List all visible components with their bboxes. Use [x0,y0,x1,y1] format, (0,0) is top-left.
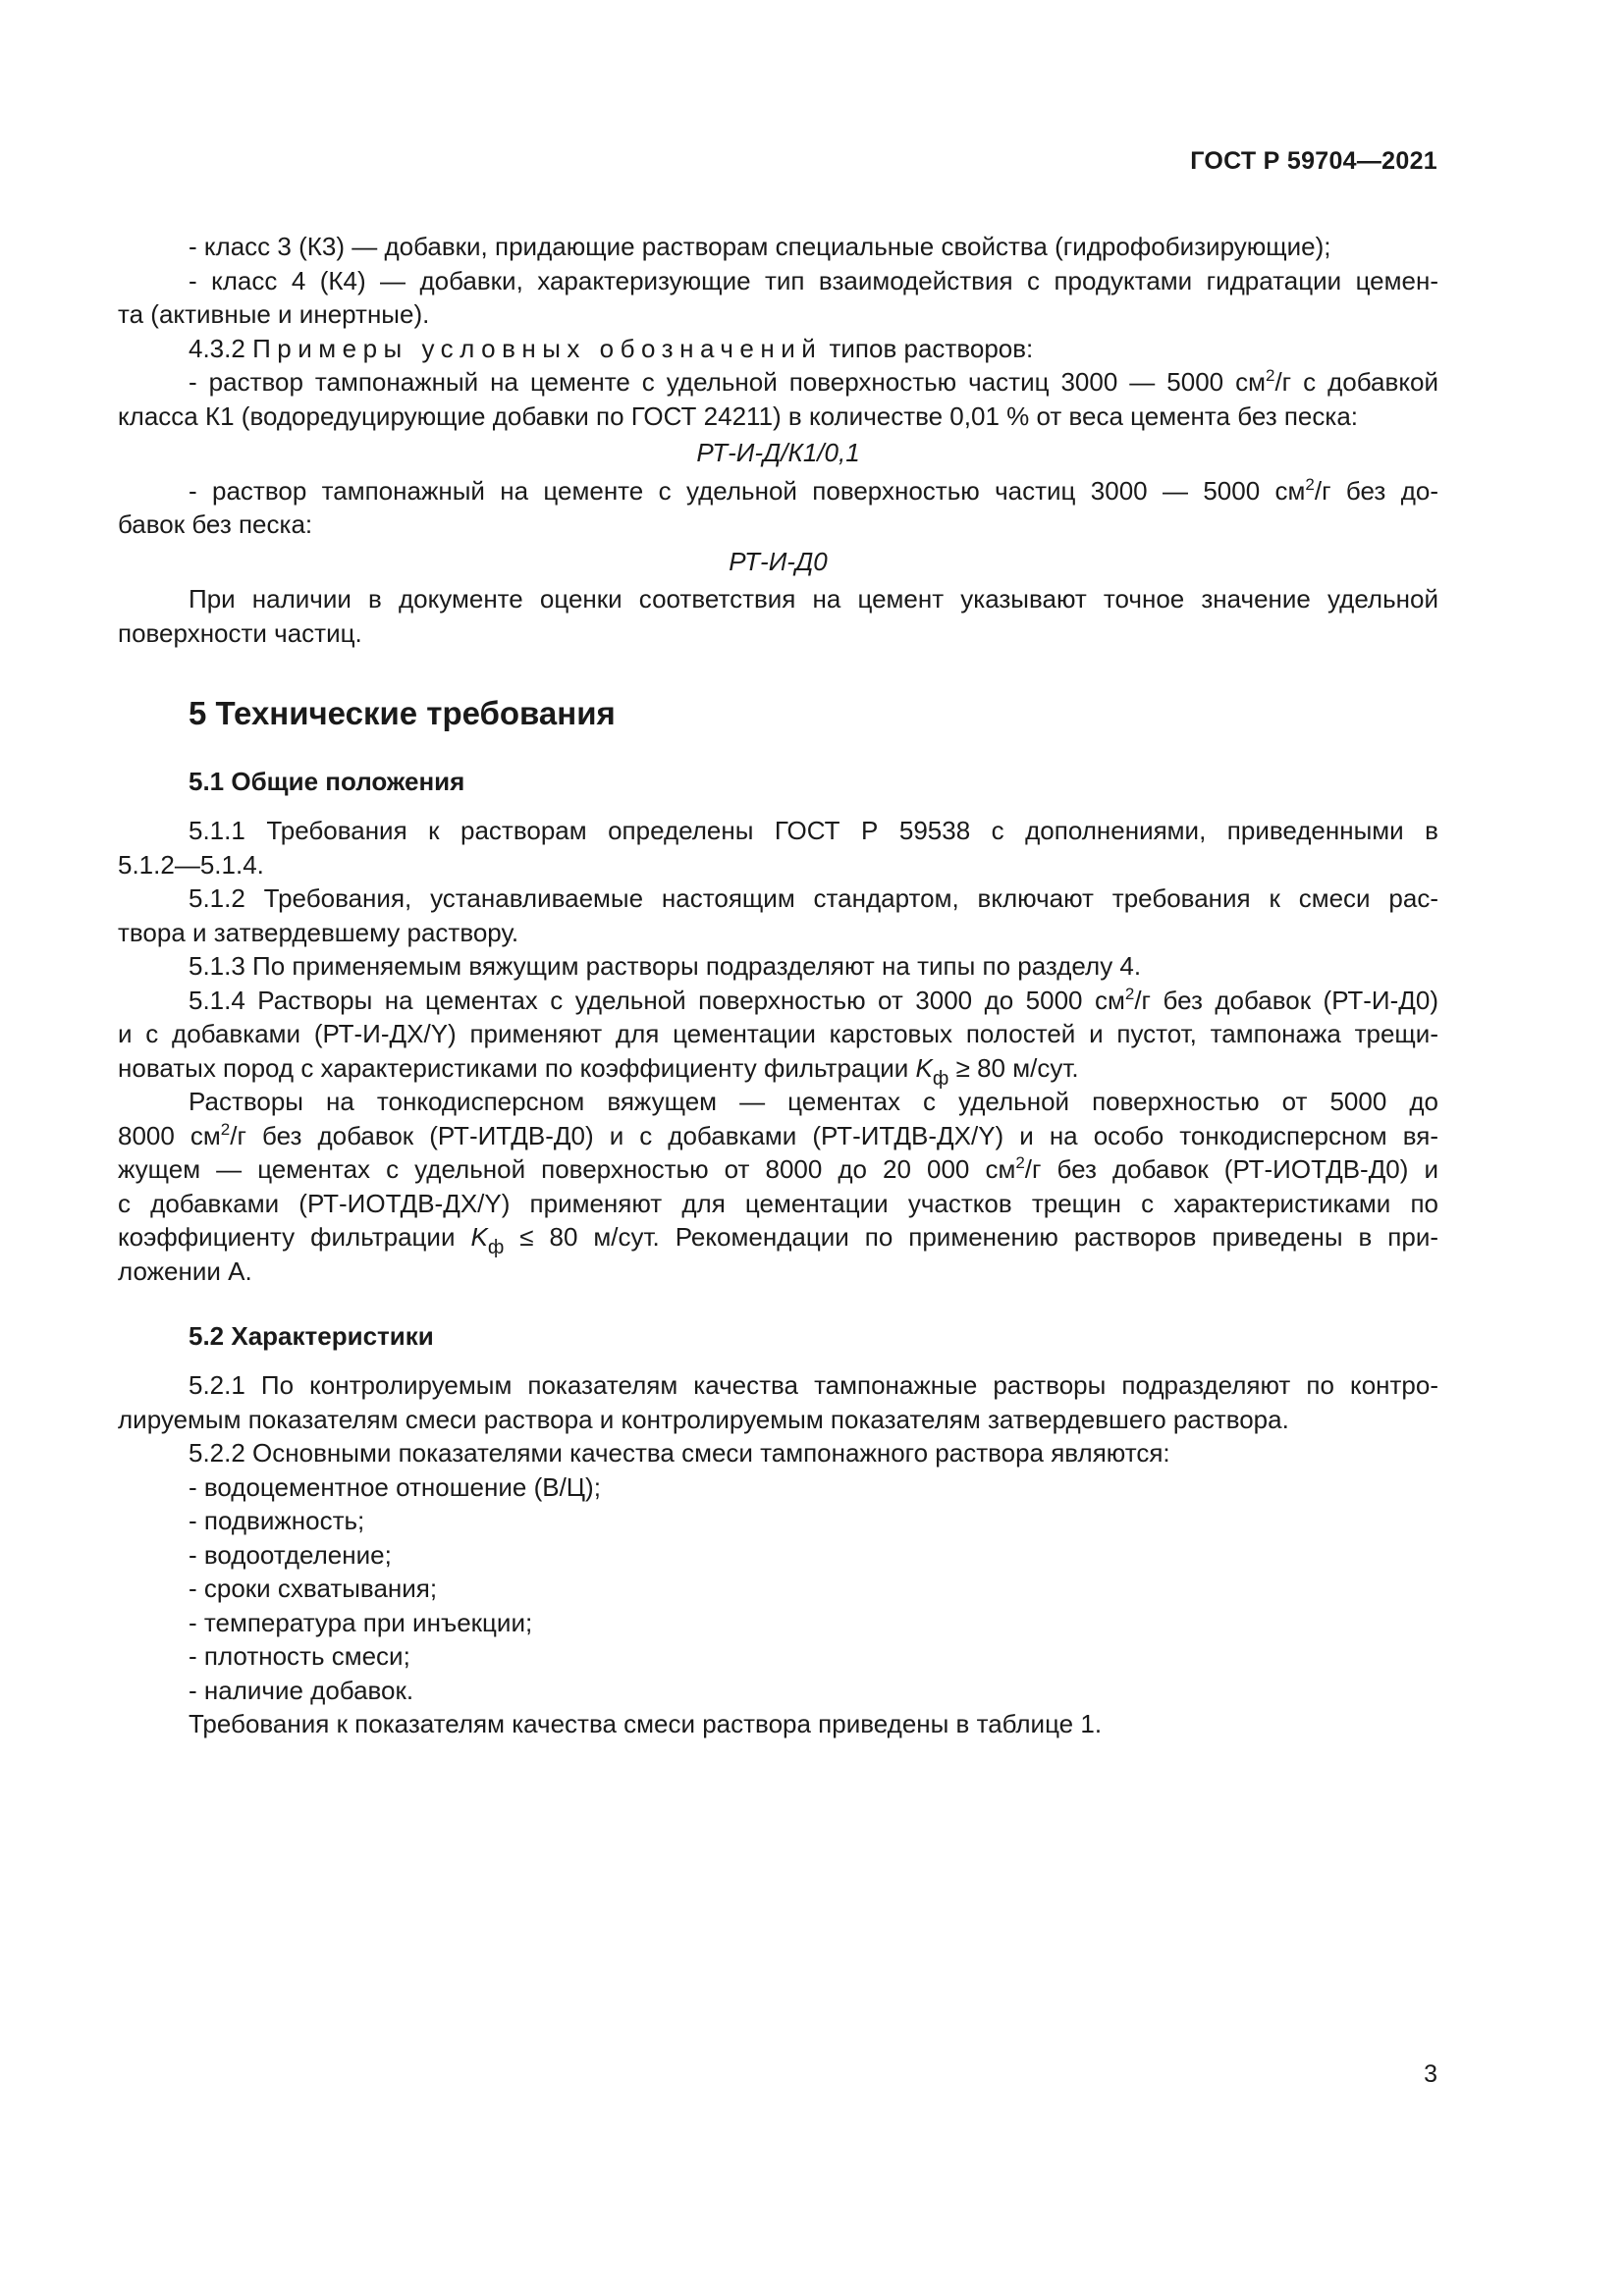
p514-line3-text-b: ≥ 80 м/сут. [948,1052,1079,1083]
subsection-title-5-1: 5.1 Общие положения [189,767,465,796]
superscript: 2 [220,1119,231,1139]
note-line1: При наличии в документе оценки соответствия на цемент указывают точное значение удельной [189,584,1438,614]
superscript: 2 [1305,474,1315,494]
superscript: 2 [1015,1153,1025,1172]
clause-number: 4.3.2 [189,333,245,363]
pfine-line1: Растворы на тонкодисперсном вяжущем — цементах с удельной поверхностью от 5000 до [189,1087,1438,1116]
list-item: - подвижность; [189,1506,365,1535]
list-item: - наличие добавок. [189,1675,414,1705]
paragraph-class4-line2: та (активные и инертные). [118,299,430,329]
p514-line3 [118,1051,1438,1090]
p521-line2: лируемым показателям смеси раствора и контролируемым показателям затвердевшего раствора. [118,1404,1289,1434]
pfine-line2 [118,1119,1438,1153]
page-number: 3 [1424,2060,1437,2088]
section-title: 5 Технические требования [189,695,616,731]
k-letter: K [915,1052,933,1083]
example2-line2: бавок без песка: [118,509,313,539]
clause-4-3-2 [118,332,1438,366]
example2-text-a: - раствор тампонажный на цементе с удельной поверхностью частиц 3000 — 5000 см [189,475,1306,506]
p511-line2: 5.1.2—5.1.4. [118,849,264,880]
pfine-line4: с добавками (РТ-ИОТДВ-ДХ/Y) применяют для цементации участков трещин с характеристиками по [118,1188,1438,1218]
pfine-line2-text-a: 8000 см [118,1120,221,1150]
paragraph-class4-line1: - класс 4 (К4) — добавки, характеризующие тип взаимодействия с продуктами гидратации цемен- [189,265,1438,295]
example1-line2: класса К1 (водоредуцирующие добавки по ГОСТ 24211) в количестве 0,01 % от веса цемента без песка: [118,400,1359,431]
p514-line1 [118,984,1438,1018]
document-header: ГОСТ Р 59704—2021 [1190,147,1437,175]
formula-1: РТ-И-Д/К1/0,1 [696,438,860,467]
pfine-line2-text-b: /г без добавок (РТ-ИТДВ-Д0) и с добавками (РТ-ИТДВ-ДХ/Y) и на особо тонкодисперсном вя- [230,1120,1438,1150]
pfine-line3-text-b: /г без добавок (РТ-ИОТДВ-Д0) и [1024,1154,1438,1184]
subsection-title-5-2: 5.2 Характеристики [189,1321,434,1351]
paragraph-class3: - класс 3 (К3) — добавки, придающие растворам специальные свойства (гидрофобизирующие); [189,232,1331,261]
list-item: - водоцементное отношение (В/Ц); [189,1471,601,1502]
example1-text-a: - раствор тампонажный на цементе с удельной поверхностью частиц 3000 — 5000 см [189,367,1266,397]
clause-spaced-heading: Примеры условных обозначений [252,333,823,363]
example1-text-b: /г с добавкой [1274,367,1438,397]
p514-line2: и с добавками (РТ-И-ДХ/Y) применяют для цементации карстовых полостей и пустот, тампонажа трещи- [118,1019,1438,1048]
list-item: - водоотделение; [189,1539,392,1570]
k-subscript: ф [932,1067,949,1090]
p512-line2: твора и затвердевшему раствору. [118,917,519,947]
k-filtration-symbol [470,1222,505,1258]
note-line2: поверхности частиц. [118,617,362,648]
p521-line1: 5.2.1 По контролируемым показателям качества тампонажные растворы подразделяют по контро- [189,1370,1438,1400]
example2-text-b: /г без до- [1314,475,1438,506]
page-content [118,230,1438,1741]
final-paragraph: Требования к показателям качества смеси раствора приведены в таблице 1. [189,1709,1103,1738]
list-item: - плотность смеси; [189,1641,410,1671]
example1-line1 [118,365,1438,400]
k-filtration-symbol [915,1052,949,1090]
p512-line1: 5.1.2 Требования, устанавливаемые настоящим стандартом, включают требования к смеси рас- [189,883,1438,913]
pfine-line5-text-a: коэффициенту фильтрации [118,1222,471,1252]
list-item: - сроки схватывания; [189,1574,438,1603]
pfine-line3 [118,1152,1438,1187]
k-letter: K [470,1222,488,1252]
clause-text: типов растворов: [829,333,1034,363]
pfine-line6: ложении А. [118,1255,252,1286]
p522: 5.2.2 Основными показателями качества смеси тампонажного раствора являются: [189,1438,1170,1468]
example2-line1 [118,474,1438,508]
list-item: - температура при инъекции; [189,1607,533,1637]
superscript: 2 [1124,984,1135,1003]
superscript: 2 [1265,366,1275,385]
p514-text-a: 5.1.4 Растворы на цементах с удельной поверхностью от 3000 до 5000 см [189,985,1125,1015]
formula-2: РТ-И-Д0 [729,546,828,576]
pfine-line5-text-b: ≤ 80 м/сут. Рекомендации по применению растворов приведены в при- [504,1222,1439,1252]
pfine-line3-text-a: жущем — цементах с удельной поверхностью от 8000 до 20 000 см [118,1154,1016,1184]
pfine-line5 [118,1220,1439,1258]
p514-line3-text-a: новатых пород с характеристиками по коэффициенту фильтрации [118,1052,916,1083]
k-subscript: ф [487,1237,505,1258]
p513: 5.1.3 По применяемым вяжущим растворы подразделяют на типы по разделу 4. [189,951,1142,981]
p511-line1: 5.1.1 Требования к растворам определены ГОСТ Р 59538 с дополнениями, приведенными в [189,816,1438,845]
p514-text-b: /г без добавок (РТ-И-Д0) [1134,985,1438,1015]
